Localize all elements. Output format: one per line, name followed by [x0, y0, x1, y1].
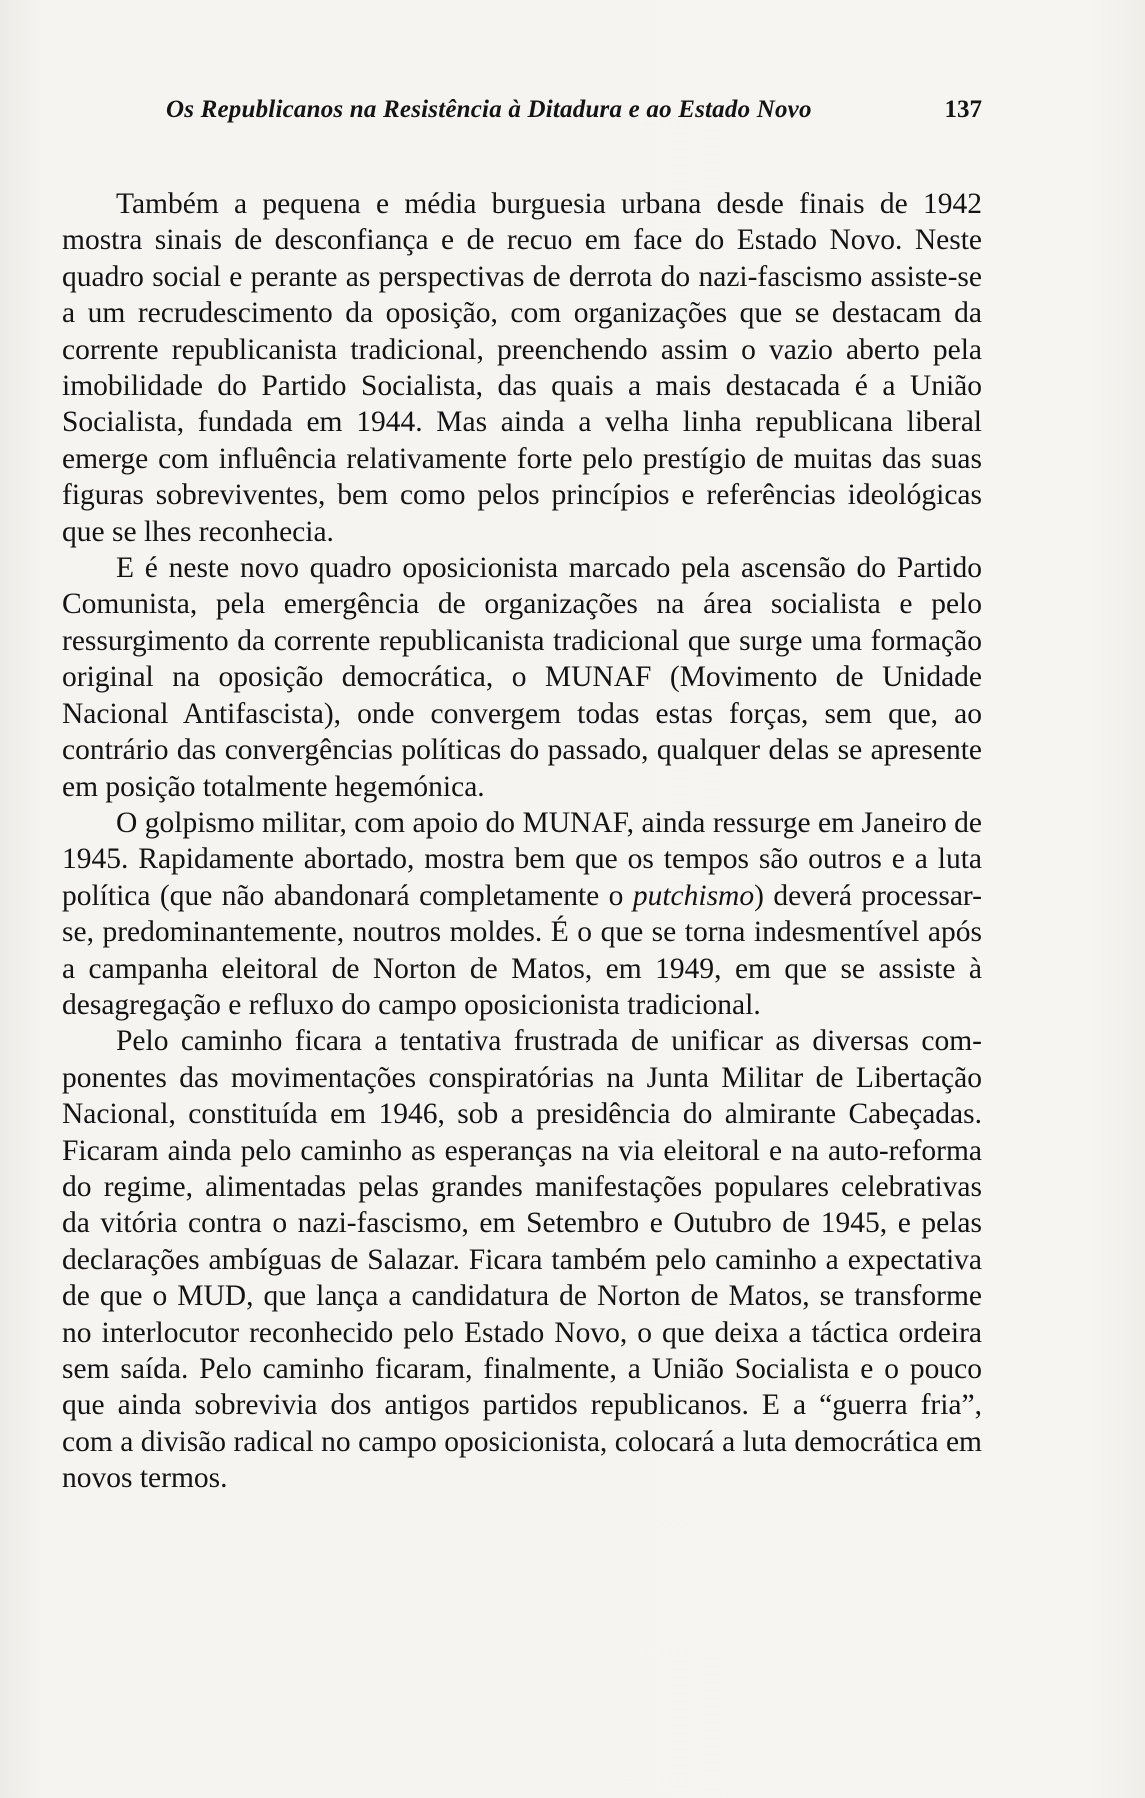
paragraph-4: Pelo caminho ficara a tentativa frustrada de unificar as diversas componentes das movimentações conspiratórias na Junta Militar de Libertação Nacional, constituída em 1946, sob a presidência do almirante Cabeçadas. Ficaram ainda pelo caminho as esperanças na via eleitoral e na auto-reforma do regime, alimentadas pelas grandes manifestações populares celebrativas da vitória contra o nazi-fascismo, em Setembro e Outubro de 1945, e pelas declarações ambíguas de Salazar. Ficara também pelo caminho a expectativa de que o MUD, que lança a candidatura de Norton de Matos, se transforme no interlocutor reconhecido pelo Estado Novo, o que deixa a táctica ordeira sem saída. Pelo caminho ficaram, finalmente, a União Socialista e o pouco que ainda sobrevivia dos antigos partidos republicanos. E a “guerra fria”, com a divisão radical no campo oposicionista, colocará a luta democrática em novos termos. — [62, 1025, 982, 1495]
italic-term: putchismo — [632, 879, 755, 912]
paragraph-1: Também a pequena e média burguesia urbana desde finais de 1942 mostra sinais de desconfiança e de recuo em face do Estado Novo. Neste quadro social e perante as perspectivas de derrota do nazi-fascismo assiste-se a um recrudescimento da oposição, com organizações que se destacam da corrente republicanista tradicional, preenchendo assim o vazio aberto pela imobilidade do Partido Socialista, das quais a mais destacada é a União Socialista, fundada em 1944. Mas ainda a velha linha republicana liberal emerge com influência relativamente forte pelo prestígio de muitas das suas figuras sobreviventes, bem como pelos princípios e referências ideológicas que se lhes reconhecia. — [62, 188, 982, 548]
running-head — [62, 96, 982, 136]
body-text — [62, 186, 982, 1497]
page-number: 137 — [944, 96, 982, 123]
paragraph-3: O golpismo militar, com apoio do MUNAF, ainda ressurge em Janeiro de 1945. Rapidamente abortado, mostra bem que os tempos são outros e a luta política (que não abandonará completamente o putchismo) deverá processar-se, predominantemente, noutros moldes. É o que se torna indesmentível após a campanha eleitoral de Norton de Matos, em 1949, em que se assiste à desagregação e refluxo do campo oposicionista tradicional. — [62, 806, 982, 1021]
paragraph-2: E é neste novo quadro oposicionista marcado pela ascensão do Partido Comunista, pela emergência de organizações na área socialista e pelo ressurgimento da corrente republicanista tradicional que surge uma formação original na oposição democrática, o MUNAF (Movimento de Unidade Nacional Antifascista), onde convergem todas estas forças, sem que, ao contrário das convergências políticas do passado, qualquer delas se apresente em posição totalmente hegemónica. — [62, 552, 982, 803]
running-title: Os Republicanos na Resistência à Ditadura e ao Estado Novo — [166, 96, 812, 123]
